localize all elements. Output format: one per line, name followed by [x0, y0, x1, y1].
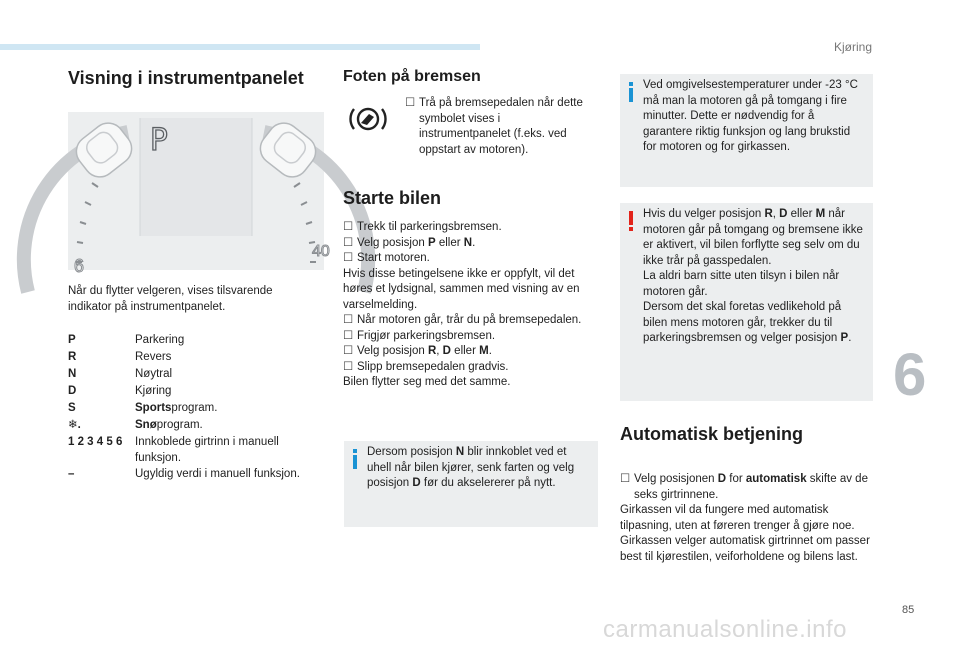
gear-key: –	[68, 468, 75, 480]
list-item	[68, 349, 328, 366]
list-item: ☐ Når motoren går, trår du på bremsepedalen.	[343, 314, 582, 326]
list-item: ☐ Velg posisjonen D for automatisk skifte av de seks girtrinnene.	[620, 473, 868, 501]
instrument-cluster-icon	[68, 112, 330, 276]
warning-box	[620, 203, 873, 401]
snowflake-icon: ❄.	[68, 419, 81, 431]
start-instructions	[343, 220, 601, 391]
section-title-automatic: Automatisk betjening	[620, 424, 804, 444]
info-text: Ved omgivelsestemperaturer under -23 °C må man la motoren gå på tomgang i fire minutter. Dette er nødvendig for å garantere riktig funksjon og lang brukstid for motoren og for girkassen.	[643, 79, 858, 153]
list-item	[68, 466, 328, 483]
gauge-left-label: 6	[74, 256, 85, 276]
list-item	[68, 332, 328, 349]
brake-instruction	[405, 96, 590, 158]
list-item: ☐ Trekk til parkeringsbremsen.	[343, 221, 502, 233]
gear-value: Ugyldig verdi i manuell funksjon.	[135, 468, 300, 480]
list-item: ☐ Frigjør parkeringsbremsen.	[343, 329, 496, 342]
section-title-start: Starte bilen	[343, 188, 442, 208]
page-number: 85	[902, 604, 915, 616]
warning-text: Hvis du velger posisjon R, D eller M når motoren går på tomgang og bremsene ikke er aktivert, vil bilen forflytte seg selv om du ikke trår på gasspedalen. La aldri barn sitte uten tilsyn i bilen når motoren går. Dersom det skal foretas vedlikehold på bilen mens motoren går, trekker du til parkeringsbremsen og velger posisjon P.	[643, 208, 863, 344]
gear-key: S	[68, 402, 76, 414]
display-intro-text: Når du flytter velgeren, vises tilsvarende indikator på instrumentpanelet.	[68, 285, 273, 313]
warning-icon	[626, 211, 636, 231]
chapter-title: Kjøring	[834, 40, 873, 54]
bullet-marker: ☐	[405, 97, 416, 109]
gear-value	[135, 417, 328, 434]
gear-value	[135, 400, 328, 417]
gear-key: R	[68, 351, 77, 363]
instrument-panel-illustration	[68, 112, 330, 276]
gear-key: N	[68, 368, 77, 380]
list-item: ☐ Slipp bremsepedalen gradvis.	[343, 360, 509, 373]
info-icon	[350, 449, 360, 469]
gear-key: 1 2 3 4 5 6	[68, 436, 123, 448]
gear-value: Revers	[135, 351, 172, 363]
gear-value-rest: program.	[171, 402, 218, 414]
list-item	[68, 417, 328, 434]
automatic-instructions	[620, 472, 878, 565]
info-box-neutral	[344, 441, 598, 527]
display-gear-letter: P	[150, 123, 169, 158]
list-item	[68, 434, 328, 466]
gear-key: P	[68, 334, 76, 346]
section-title-display: Visning i instrumentpanelet	[68, 68, 304, 88]
header-accent-bar	[0, 44, 480, 50]
automatic-para-1: Girkassen vil da fungere med automatisk tilpasning, uten at føreren trenger å gjøre noe.	[620, 504, 855, 532]
info-text: Dersom posisjon N blir innkoblet ved et uhell når bilen kjører, senk farten og velg posisjon D før du akselererer på nytt.	[367, 446, 575, 489]
brake-text: Trå på bremsepedalen når dette symbolet vises i instrumentpanelet (f.eks. ved oppstart av motoren).	[419, 97, 583, 156]
section-title-brake: Foten på bremsen	[343, 68, 481, 85]
gear-key: D	[68, 385, 77, 397]
foot-on-brake-icon	[348, 103, 388, 135]
watermark: carmanualsonline.info	[603, 616, 847, 643]
start-note: Hvis disse betingelsene ikke er oppfylt, vil det høres et lydsignal, sammen med visning av en varselmelding.	[343, 267, 580, 311]
list-item: ☐ Velg posisjon R, D eller M.	[343, 345, 492, 357]
info-box-temperature	[620, 74, 873, 187]
list-item: ☐ Velg posisjon P eller N.	[343, 236, 476, 249]
gear-value: Kjøring	[135, 385, 172, 397]
gear-value-bold: Snø	[135, 419, 157, 431]
gauge-right-label: 40	[312, 243, 330, 260]
list-item	[68, 400, 328, 417]
start-result: Bilen flytter seg med det samme.	[343, 376, 511, 388]
gear-value-rest: program.	[156, 419, 203, 431]
gear-value: Parkering	[135, 334, 185, 346]
list-item	[68, 366, 328, 383]
gear-value: Nøytral	[135, 368, 173, 380]
info-icon	[626, 82, 636, 102]
list-item: ☐ Start motoren.	[343, 252, 430, 264]
list-item	[68, 383, 328, 400]
automatic-para-2: Girkassen velger automatisk girtrinnet om passer best til kjørestilen, veiforholdene og bilens last.	[620, 535, 870, 563]
gear-value-bold: Sports	[135, 402, 172, 414]
gear-value: Innkoblede girtrinn i manuell funksjon.	[135, 436, 279, 464]
gear-legend-list	[68, 332, 328, 483]
chapter-number: 6	[893, 341, 927, 408]
